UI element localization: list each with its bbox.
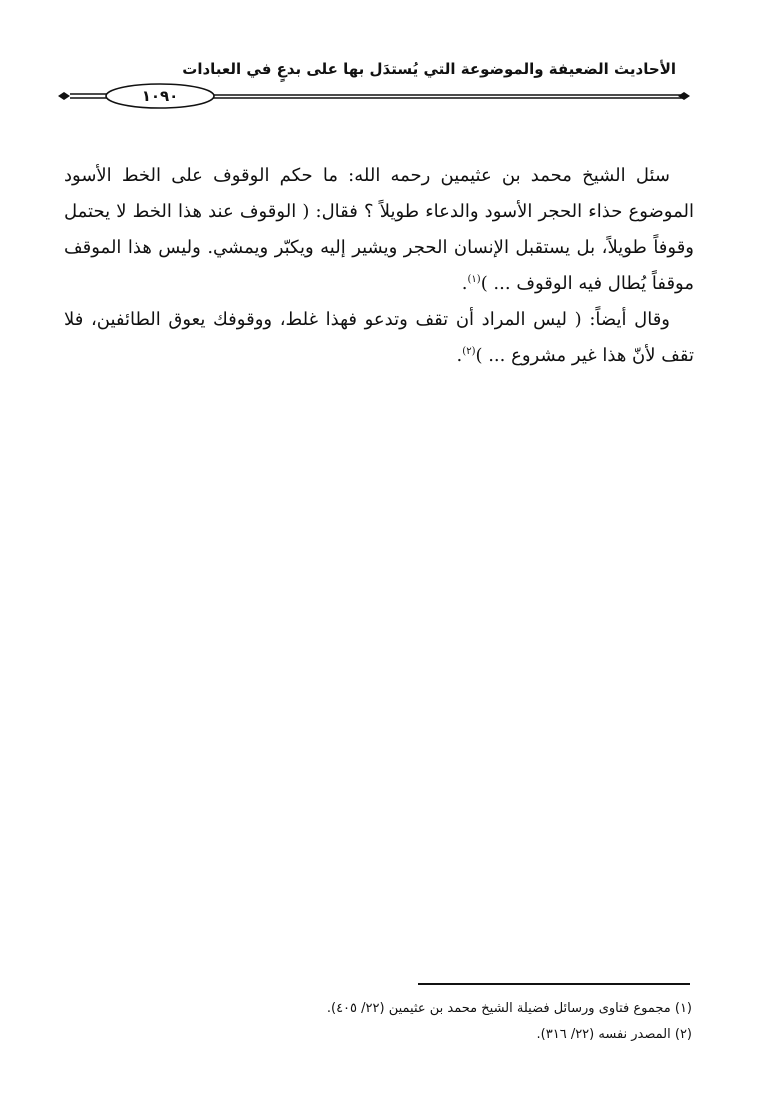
running-header-title: الأحاديث الضعيفة والموضوعة التي يُستدَل بها على بدعٍ في العبادات bbox=[182, 60, 676, 78]
footnote-ref-2: (٢) bbox=[462, 346, 476, 357]
body-text bbox=[64, 158, 694, 374]
paragraph-2-text: وقال أيضاً: ( ليس المراد أن تقف وتدعو فهذا غلط، ووقوفك يعوق الطائفين، فلا تقف لأنّ هذا غير مشروع ... ) bbox=[64, 309, 694, 366]
header-rule-right-diamond bbox=[678, 92, 690, 100]
page-number: ١٠٩٠ bbox=[141, 87, 179, 105]
footnote-ref-1: (١) bbox=[467, 274, 481, 285]
paragraph-1-end: . bbox=[461, 273, 468, 294]
header-rule-left-diamond bbox=[58, 92, 70, 100]
footnote-1: (١) مجموع فتاوى ورسائل فضيلة الشيخ محمد بن عثيمين (٢٢/ ٤٠٥). bbox=[326, 1001, 692, 1016]
paragraph-1-text: سئل الشيخ محمد بن عثيمين رحمه الله: ما حكم الوقوف على الخط الأسود الموضوع حذاء الحجر الأسود والدعاء طويلاً ؟ فقال: ( الوقوف عند هذا الخط لا يحتمل وقوفاً طويلاً، بل يستقبل الإنسان الحجر ويشير إليه ويكبّر ويمشي. وليس هذا الموقف موقفاً يُطال فيه الوقوف ... ) bbox=[64, 165, 694, 294]
footnotes bbox=[62, 996, 692, 1048]
paragraph-1 bbox=[64, 158, 694, 302]
paragraph-2-end: . bbox=[456, 345, 463, 366]
footnote-separator bbox=[418, 983, 690, 985]
footnote-2: (٢) المصدر نفسه (٢٢/ ٣١٦). bbox=[536, 1027, 692, 1042]
paragraph-2 bbox=[64, 302, 694, 374]
